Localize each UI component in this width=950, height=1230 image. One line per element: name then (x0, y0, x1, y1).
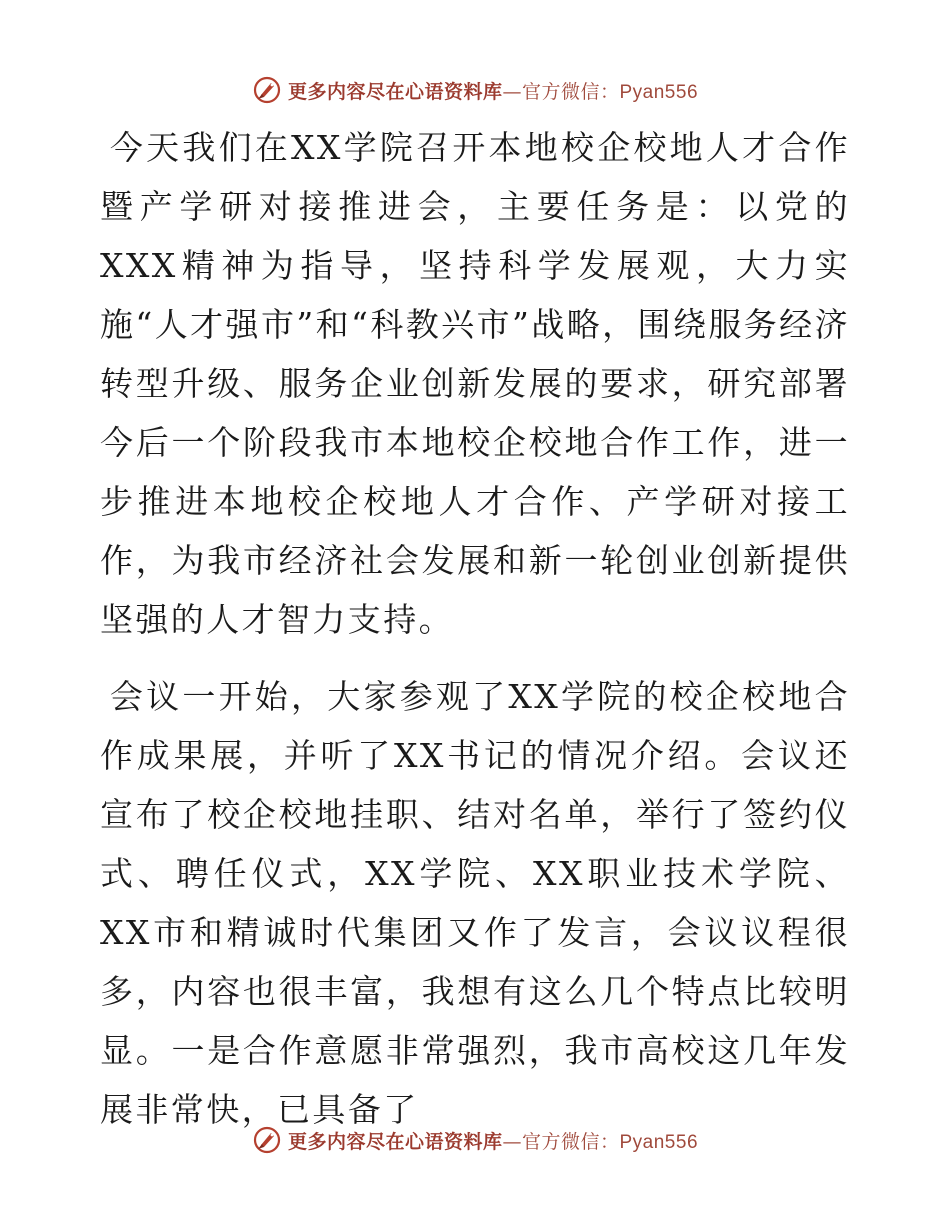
wechat-label: 官方微信： (521, 80, 620, 103)
wechat-id: Pyan556 (619, 81, 699, 103)
pen-nib-logo-icon (252, 1125, 282, 1155)
footer-banner (0, 1120, 950, 1160)
separator: — (502, 80, 522, 103)
separator: — (502, 1130, 522, 1153)
brand-text: 更多内容尽在心语资料库 (287, 80, 503, 103)
banner-text (288, 77, 698, 104)
document-body (100, 118, 850, 1139)
banner-text (288, 1127, 698, 1154)
pen-nib-logo-icon (252, 75, 282, 105)
paragraph: 今天我们在XX学院召开本地校企校地人才合作暨产学研对接推进会，主要任务是：以党的XXX精神为指导，坚持科学发展观，大力实施“人才强市”和“科教兴市”战略，围绕服务经济转型升级、服务企业创新发展的要求，研究部署今后一个阶段我市本地校企校地合作工作，进一步推进本地校企校地人才合作、产学研对接工作，为我市经济社会发展和新一轮创业创新提供坚强的人才智力支持。 (100, 128, 850, 639)
brand-text: 更多内容尽在心语资料库 (287, 1130, 503, 1153)
wechat-id: Pyan556 (619, 1131, 699, 1153)
header-banner (0, 70, 950, 110)
wechat-label: 官方微信： (521, 1130, 620, 1153)
paragraph: 会议一开始，大家参观了XX学院的校企校地合作成果展，并听了XX书记的情况介绍。会议还宣布了校企校地挂职、结对名单，举行了签约仪式、聘任仪式，XX学院、XX职业技术学院、XX市和精诚时代集团又作了发言，会议议程很多，内容也很丰富，我想有这么几个特点比较明显。一是合作意愿非常强烈，我市高校这几年发展非常快，已具备了 (100, 677, 850, 1129)
